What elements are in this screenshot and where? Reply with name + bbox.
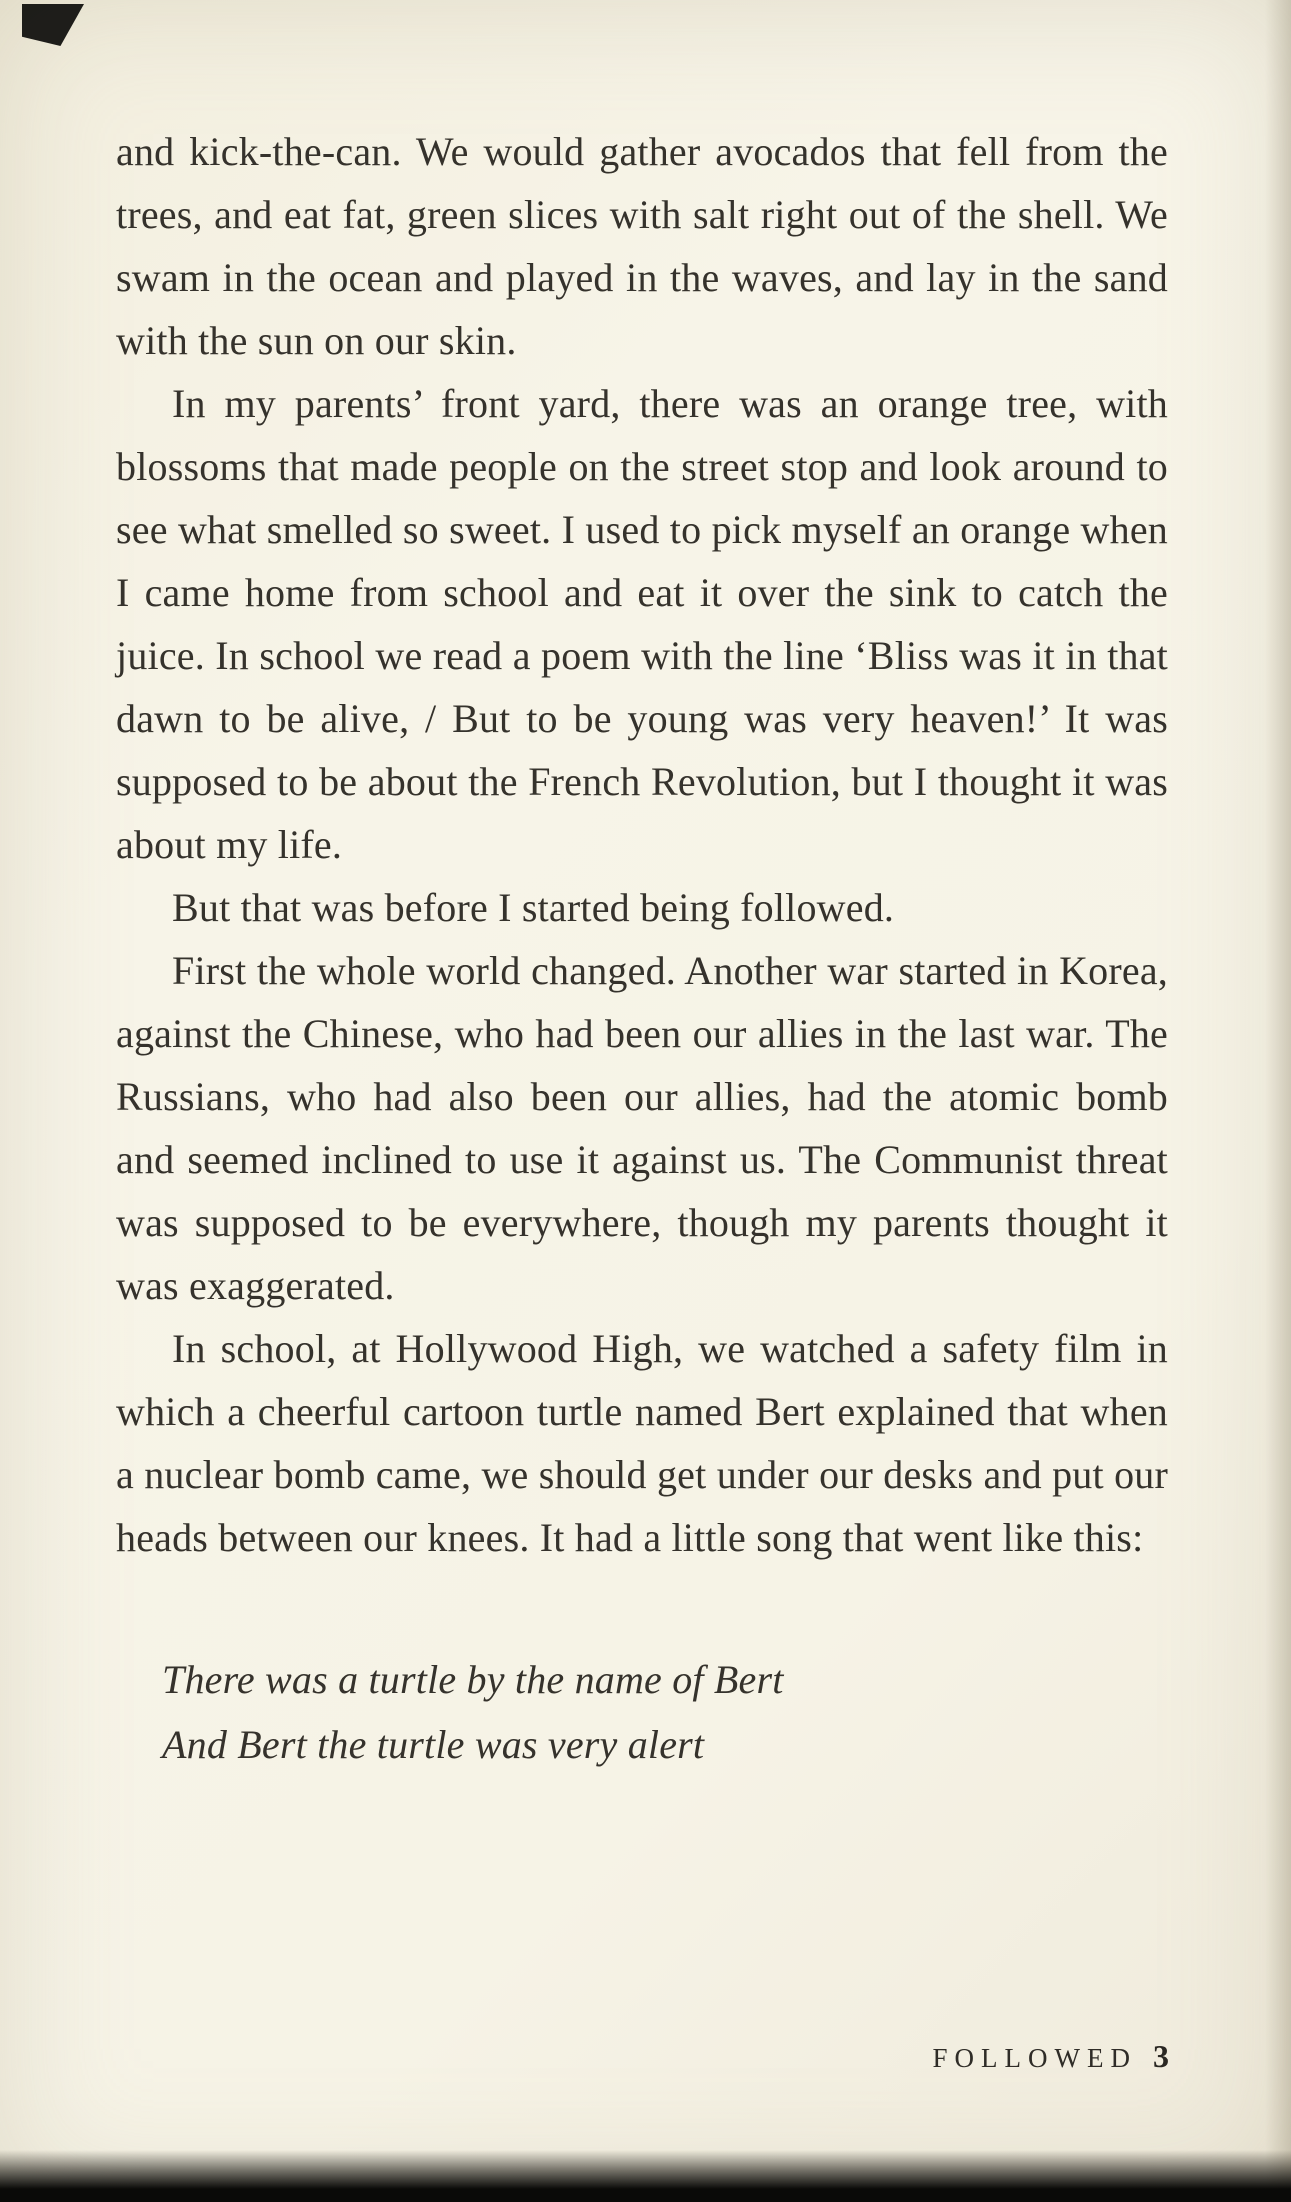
paragraph: In school, at Hollywood High, we watched a safety film in which a cheerful cartoon turtle named Bert explained that when a nuclear bomb came, we should get under our desks and put our heads between our knees. It had a little song that went like this: [116, 1326, 1168, 1560]
paragraph: First the whole world changed. Another war started in Korea, against the Chinese, who had been our allies in the last war. The Russians, who had also been our allies, had the atomic bomb and seemed inclined to use it against us. The Communist threat was supposed to be everywhere, though my parents thought it was exaggerated. [116, 948, 1168, 1308]
verse-line: And Bert the turtle was very alert [162, 1722, 705, 1767]
page-footer [933, 2038, 1169, 2075]
running-head: FOLLOWED [932, 2043, 1137, 2073]
paragraph: In my parents’ front yard, there was an orange tree, with blossoms that made people on the street stop and look around to see what smelled so sweet. I used to pick myself an orange when I came home from school and eat it over the sink to catch the juice. In school we read a poem with the line ‘Bliss was it in that dawn to be alive, / But to be young was very heaven!’ It was supposed to be about the French Revolution, but I thought it was about my life. [116, 381, 1168, 867]
paragraph: and kick-the-can. We would gather avocados that fell from the trees, and eat fat, green slices with salt right out of the shell. We swam in the ocean and played in the waves, and lay in the sand with the sun on our skin. [116, 129, 1168, 363]
page-number: 3 [1153, 2038, 1169, 2074]
scan-shadow-right-edge [1265, 0, 1291, 2202]
scan-artifact-top-left [22, 4, 84, 46]
page-text-block [116, 120, 1168, 1777]
paragraph: But that was before I started being followed. [172, 885, 895, 930]
scan-artifact-bottom-edge [0, 2150, 1291, 2202]
verse-line: There was a turtle by the name of Bert [162, 1657, 784, 1702]
verse-block [162, 1647, 1168, 1777]
